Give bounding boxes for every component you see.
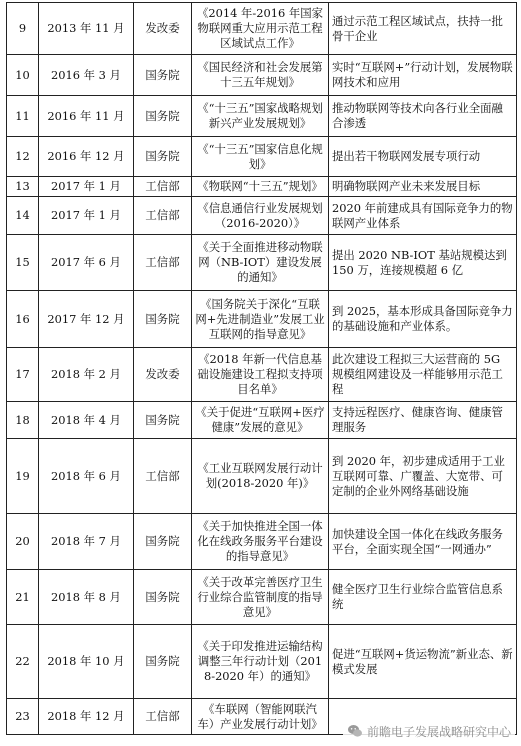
watermark: [343, 720, 515, 742]
row-issuer: 工信部: [134, 699, 192, 735]
table-row: [7, 570, 517, 625]
table-row: [7, 197, 517, 235]
row-document: 《关于改革完善医疗卫生行业综合监管制度的指导意见》: [192, 570, 329, 625]
row-issuer: 国务院: [134, 570, 192, 625]
row-number: 23: [7, 699, 39, 735]
row-number: 13: [7, 177, 39, 197]
row-document: 《工业互联网发展行动计划(2018-2020 年)》: [192, 439, 329, 514]
row-number: 17: [7, 348, 39, 402]
row-document: 《2018 年新一代信息基础设施建设工程拟支持项目名单》: [192, 348, 329, 402]
policy-table: [6, 2, 517, 735]
row-document: 《物联网“十三五”规划》: [192, 177, 329, 197]
row-description: 到 2020 年，初步建成适用于工业互联网可靠、广覆盖、大宽带、可定制的企业外网络基础设施: [329, 439, 517, 514]
table-row: [7, 137, 517, 177]
row-number: 15: [7, 235, 39, 291]
row-date: 2018 年 6 月: [39, 439, 134, 514]
row-description: 推动物联网等技术向各行业全面融合渗透: [329, 96, 517, 137]
row-number: 14: [7, 197, 39, 235]
wechat-icon: [347, 723, 363, 739]
row-document: 《关于加快推进全国一体化在线政务服务平台建设的指导意见》: [192, 514, 329, 570]
row-date: 2018 年 8 月: [39, 570, 134, 625]
row-date: 2018 年 7 月: [39, 514, 134, 570]
row-document: 《国民经济和社会发展第十三五年规划》: [192, 55, 329, 96]
table-row: [7, 348, 517, 402]
row-description: 加快建设全国一体化在线政务服务平台，全面实现全国“一网通办”: [329, 514, 517, 570]
row-document: 《国务院关于深化“互联网+先进制造业”发展工业互联网的指导意见》: [192, 291, 329, 348]
row-description: 健全医疗卫生行业综合监管信息系统: [329, 570, 517, 625]
row-issuer: 工信部: [134, 439, 192, 514]
table-row: [7, 177, 517, 197]
row-number: 19: [7, 439, 39, 514]
table-row: [7, 514, 517, 570]
row-date: 2017 年 12 月: [39, 291, 134, 348]
policy-table-body: [7, 3, 517, 735]
row-document: 《信息通信行业发展规划（2016-2020）》: [192, 197, 329, 235]
row-date: 2018 年 4 月: [39, 402, 134, 439]
row-date: 2016 年 12 月: [39, 137, 134, 177]
row-issuer: 国务院: [134, 55, 192, 96]
row-description: 到 2025，基本形成具备国际竞争力的基础设施和产业体系。: [329, 291, 517, 348]
row-description: 明确物联网产业未来发展目标: [329, 177, 517, 197]
row-description: 支持远程医疗、健康咨询、健康管理服务: [329, 402, 517, 439]
row-date: 2017 年 6 月: [39, 235, 134, 291]
row-number: 16: [7, 291, 39, 348]
row-document: 《关于印发推进运输结构调整三年行动计划（2018-2020 年）的通知》: [192, 625, 329, 699]
row-issuer: 国务院: [134, 96, 192, 137]
row-description: 提出 2020 NB-IOT 基站规模达到 150 万，连接规模超 6 亿: [329, 235, 517, 291]
row-document: 《关于促进“互联网+医疗健康”发展的意见》: [192, 402, 329, 439]
row-number: 18: [7, 402, 39, 439]
row-document: 《车联网（智能网联汽车）产业发展行动计划》: [192, 699, 329, 735]
row-number: 22: [7, 625, 39, 699]
row-date: 2018 年 2 月: [39, 348, 134, 402]
row-issuer: 国务院: [134, 514, 192, 570]
table-row: [7, 235, 517, 291]
row-issuer: 国务院: [134, 291, 192, 348]
row-date: 2018 年 12 月: [39, 699, 134, 735]
row-date: 2018 年 10 月: [39, 625, 134, 699]
row-date: 2016 年 3 月: [39, 55, 134, 96]
row-issuer: 工信部: [134, 177, 192, 197]
row-description: 促进“互联网+货运物流”新业态、新模式发展: [329, 625, 517, 699]
row-issuer: 发改委: [134, 348, 192, 402]
table-row: [7, 96, 517, 137]
row-document: 《“十三五”国家战略规划新兴产业发展规划》: [192, 96, 329, 137]
table-row: [7, 3, 517, 55]
row-number: 10: [7, 55, 39, 96]
row-issuer: 国务院: [134, 625, 192, 699]
row-description: 此次建设工程拟三大运营商的 5G 规模组网建设及一样能够用示范工程: [329, 348, 517, 402]
row-date: 2017 年 1 月: [39, 177, 134, 197]
row-number: 11: [7, 96, 39, 137]
row-description: 实时“互联网+”行动计划，发展物联网技术和应用: [329, 55, 517, 96]
row-issuer: 国务院: [134, 137, 192, 177]
row-description: 通过示范工程区域试点，扶持一批骨干企业: [329, 3, 517, 55]
row-number: 20: [7, 514, 39, 570]
row-date: 2017 年 1 月: [39, 197, 134, 235]
row-description: 2020 年前建成具有国际竞争力的物联网产业体系: [329, 197, 517, 235]
row-issuer: 工信部: [134, 235, 192, 291]
row-issuer: 工信部: [134, 197, 192, 235]
watermark-text: 前瞻电子发展战略研究中心: [366, 724, 511, 739]
table-row: [7, 291, 517, 348]
table-row: [7, 55, 517, 96]
row-issuer: 发改委: [134, 3, 192, 55]
row-issuer: 国务院: [134, 402, 192, 439]
row-number: 12: [7, 137, 39, 177]
row-document: 《关于全面推进移动物联网（NB-IOT）建设发展的通知》: [192, 235, 329, 291]
row-description: 提出若干物联网发展专项行动: [329, 137, 517, 177]
row-document: 《“十三五”国家信息化规划》: [192, 137, 329, 177]
row-document: 《2014 年-2016 年国家物联网重大应用示范工程区域试点工作》: [192, 3, 329, 55]
row-date: 2013 年 11 月: [39, 3, 134, 55]
row-number: 9: [7, 3, 39, 55]
row-date: 2016 年 11 月: [39, 96, 134, 137]
table-row: [7, 402, 517, 439]
row-number: 21: [7, 570, 39, 625]
table-row: [7, 439, 517, 514]
table-row: [7, 625, 517, 699]
